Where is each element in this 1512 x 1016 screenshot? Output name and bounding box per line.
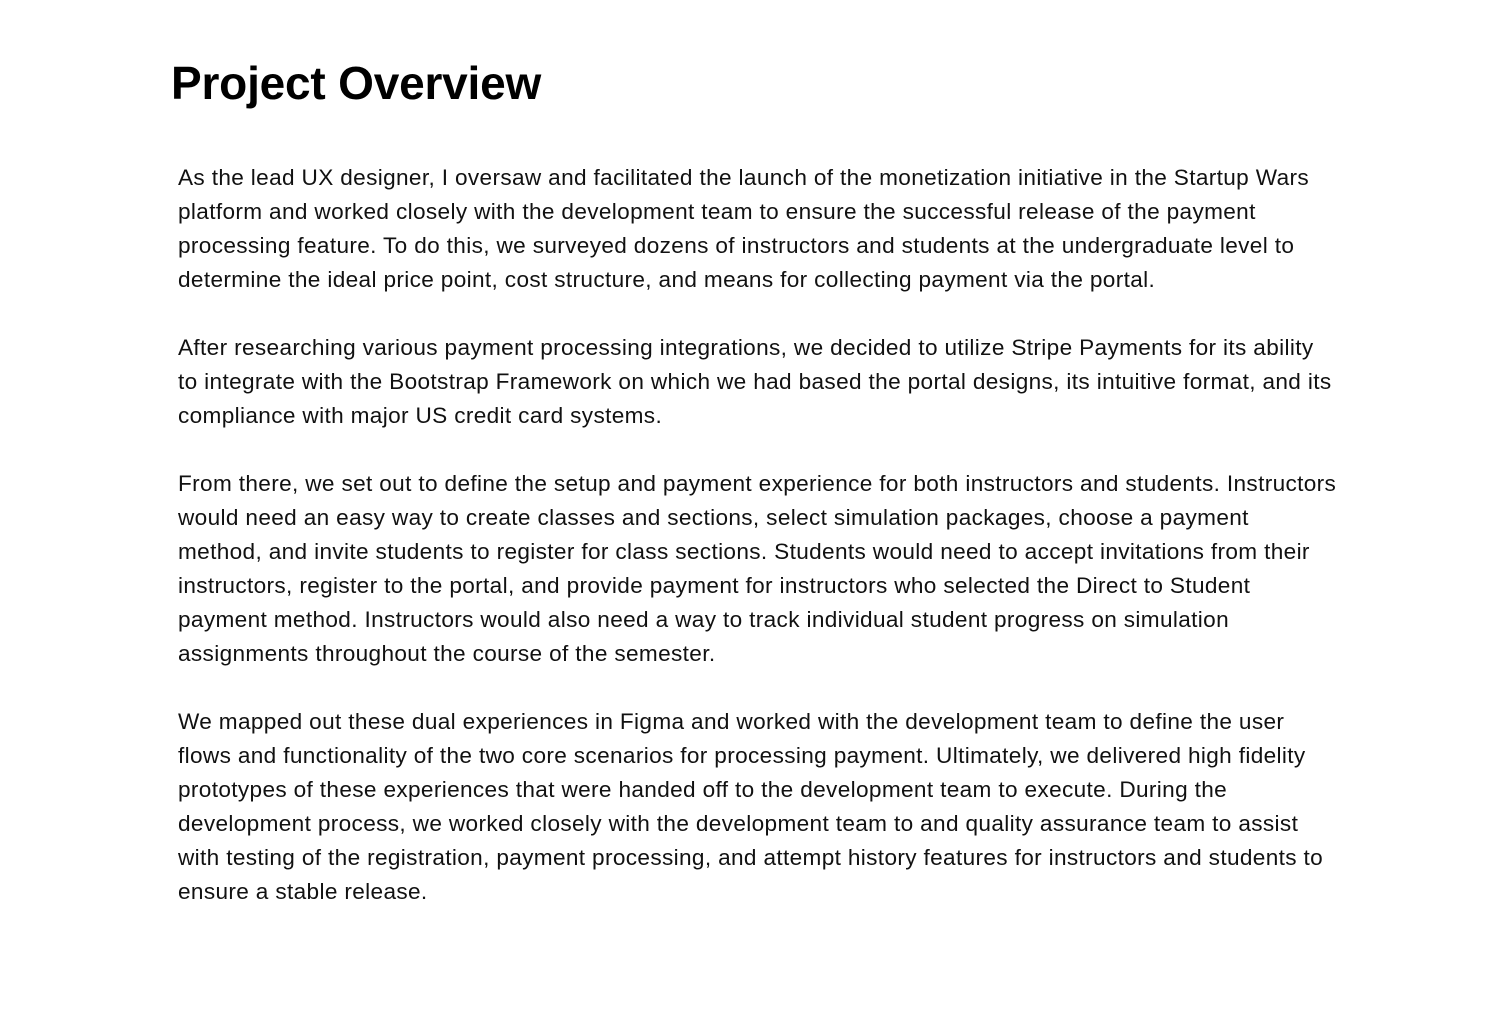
page-title: Project Overview (171, 57, 542, 109)
overview-paragraph-delivery: We mapped out these dual experiences in Figma and worked with the development team to define the user flows and functionality of the two core scenarios for processing payment. Ultimately, we delivered high fidelity prototypes of these experiences that were handed off to the development team to execute. During the development process, we worked closely with the development team to and quality assurance team to assist with testing of the registration, payment processing, and attempt history features for instructors and students to ensure a stable release. (178, 709, 1324, 904)
overview-paragraph-experience: From there, we set out to define the setup and payment experience for both instructors and students. Instructors would need an easy way to create classes and sections, select simulation packages, choose a payment method, and invite students to register for class sections. Students would need to accept invitations from their instructors, register to the portal, and provide payment for instructors who selected the Direct to Student payment method. Instructors would also need a way to track individual student progress on simulation assignments throughout the course of the semester. (178, 471, 1337, 666)
overview-paragraph-stripe: After researching various payment processing integrations, we decided to utilize Stripe Payments for its ability to integrate with the Bootstrap Framework on which we had based the portal designs, its intuitive format, and its compliance with major US credit card systems. (178, 335, 1332, 428)
overview-paragraph-role: As the lead UX designer, I oversaw and facilitated the launch of the monetization initiative in the Startup Wars platform and worked closely with the development team to ensure the successful release of the payment processing feature. To do this, we surveyed dozens of instructors and students at the undergraduate level to determine the ideal price point, cost structure, and means for collecting payment via the portal. (178, 165, 1310, 292)
overview-body (178, 161, 1338, 909)
